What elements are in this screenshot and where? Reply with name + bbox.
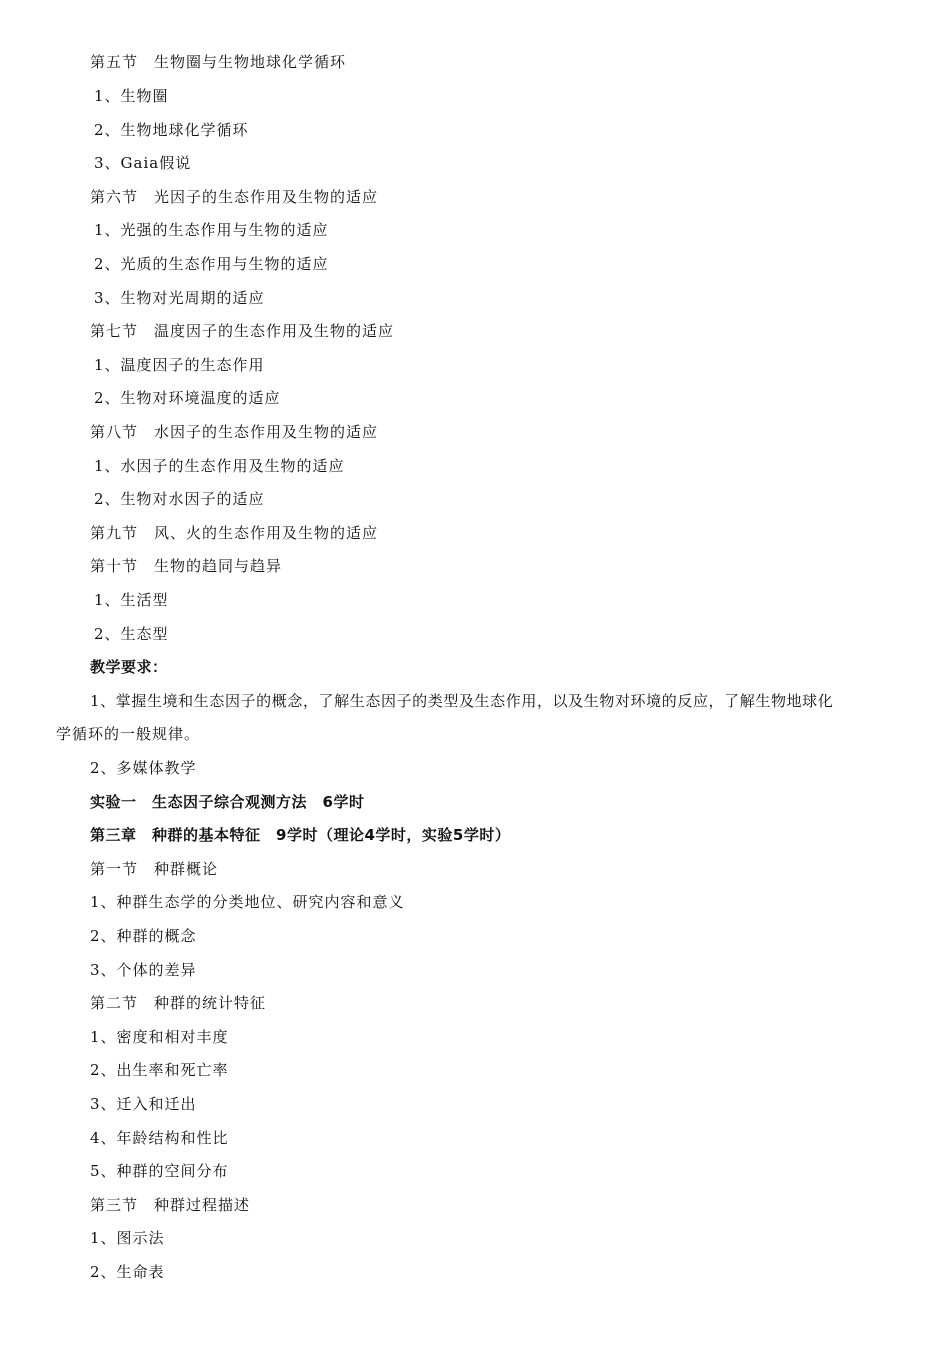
list-item: 3、生物对光周期的适应 — [94, 289, 265, 307]
list-item: 1、水因子的生态作用及生物的适应 — [94, 457, 345, 475]
list-item: 3、Gaia假说 — [94, 154, 192, 172]
list-item: 1、生物圈 — [94, 87, 169, 105]
list-item: 1、生活型 — [94, 591, 169, 609]
section-1-heading: 第一节 种群概论 — [90, 860, 219, 878]
requirement-paragraph: 1、掌握生境和生态因子的概念，了解生态因子的类型及生态作用，以及生物对环境的反应，了解生物地球化 — [90, 692, 834, 710]
list-item: 5、种群的空间分布 — [90, 1162, 229, 1180]
section-10-heading: 第十节 生物的趋同与趋异 — [90, 557, 283, 575]
list-item: 2、生物对水因子的适应 — [94, 490, 265, 508]
teaching-requirements-heading: 教学要求： — [90, 658, 168, 676]
list-item: 1、种群生态学的分类地位、研究内容和意义 — [90, 893, 405, 911]
experiment-1-heading: 实验一 生态因子综合观测方法 6学时 — [90, 793, 365, 811]
list-item: 1、温度因子的生态作用 — [94, 356, 265, 374]
requirement-paragraph-continued: 学循环的一般规律。 — [56, 725, 201, 743]
list-item: 2、生态型 — [94, 625, 169, 643]
chapter-3-heading: 第三章 种群的基本特征 9学时（理论4学时，实验5学时） — [90, 826, 511, 844]
list-item: 2、生物地球化学循环 — [94, 121, 249, 139]
list-item: 2、生命表 — [90, 1263, 165, 1281]
list-item: 1、光强的生态作用与生物的适应 — [94, 221, 329, 239]
list-item: 2、光质的生态作用与生物的适应 — [94, 255, 329, 273]
list-item: 1、密度和相对丰度 — [90, 1028, 229, 1046]
list-item: 3、个体的差异 — [90, 961, 197, 979]
requirement-item: 2、多媒体教学 — [90, 759, 197, 777]
section-3-heading: 第三节 种群过程描述 — [90, 1196, 251, 1214]
list-item: 2、生物对环境温度的适应 — [94, 389, 281, 407]
list-item: 1、图示法 — [90, 1229, 165, 1247]
list-item: 3、迁入和迁出 — [90, 1095, 197, 1113]
section-9-heading: 第九节 风、火的生态作用及生物的适应 — [90, 524, 379, 542]
section-5-heading: 第五节 生物圈与生物地球化学循环 — [90, 53, 347, 71]
section-8-heading: 第八节 水因子的生态作用及生物的适应 — [90, 423, 379, 441]
list-item: 4、年龄结构和性比 — [90, 1129, 229, 1147]
list-item: 2、出生率和死亡率 — [90, 1061, 229, 1079]
section-2-heading: 第二节 种群的统计特征 — [90, 994, 267, 1012]
list-item: 2、种群的概念 — [90, 927, 197, 945]
section-7-heading: 第七节 温度因子的生态作用及生物的适应 — [90, 322, 395, 340]
section-6-heading: 第六节 光因子的生态作用及生物的适应 — [90, 188, 379, 206]
